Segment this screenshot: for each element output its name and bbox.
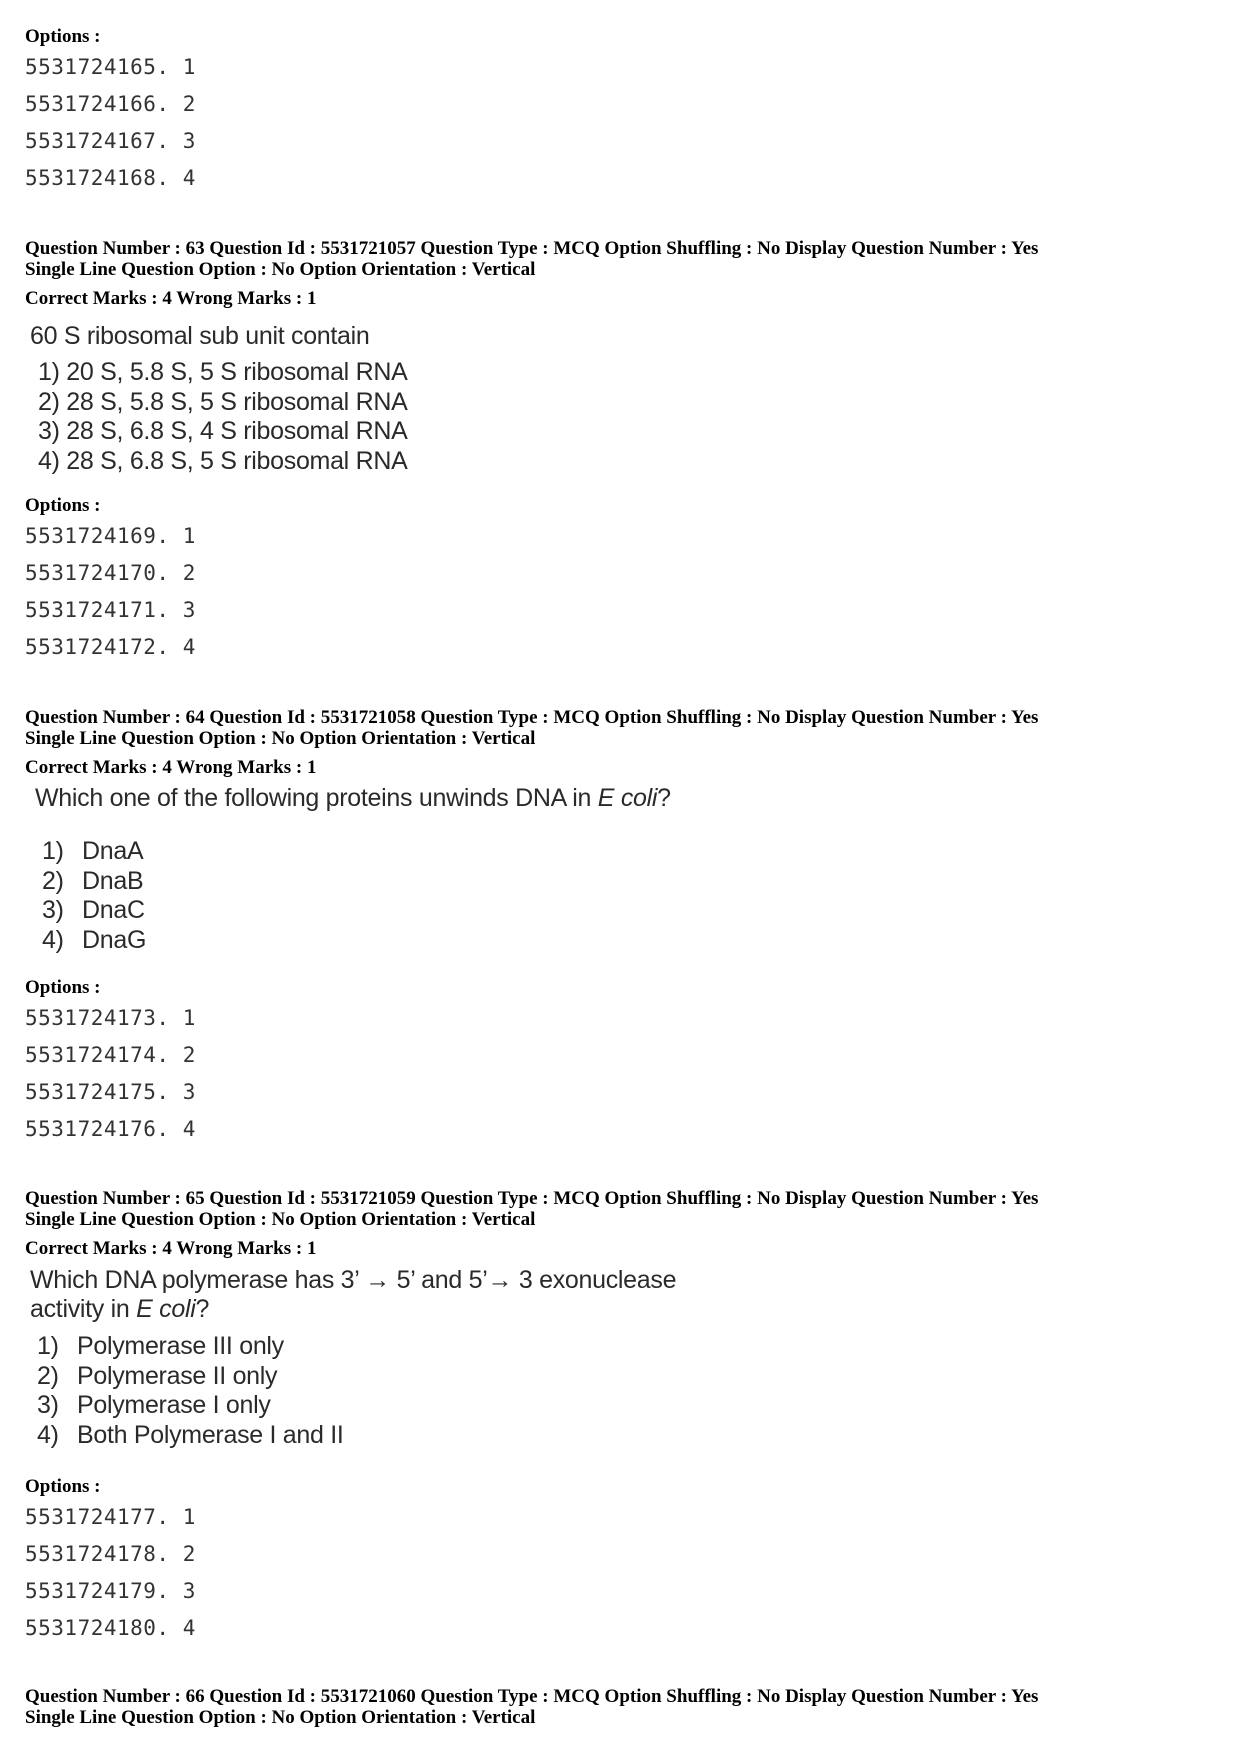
marks-line: Correct Marks : 4 Wrong Marks : 1	[25, 288, 317, 309]
option-line: 5531724167. 3	[25, 129, 196, 153]
choice-number: 3)	[38, 417, 60, 445]
question-64-body	[35, 784, 671, 955]
choice-number: 3)	[37, 1391, 59, 1419]
choice-text: 20 S, 5.8 S, 5 S ribosomal RNA	[66, 358, 408, 386]
question-65-body	[30, 1266, 676, 1450]
stem-text: ?	[195, 1295, 210, 1323]
option-line: 5531724171. 3	[25, 598, 196, 622]
option-line: 5531724175. 3	[25, 1080, 196, 1104]
answer-choice	[38, 417, 407, 447]
question-meta-line: Single Line Question Option : No Option Orientation : Vertical	[25, 1707, 536, 1728]
question-63-body	[30, 322, 407, 476]
option-line: 5531724169. 1	[25, 524, 196, 548]
choice-number: 4)	[42, 925, 64, 954]
question-66-header	[25, 1686, 1038, 1728]
question-meta-line: Question Number : 66 Question Id : 5531721060 Question Type : MCQ Option Shuffling : No Display Question Number : Yes	[25, 1686, 1039, 1707]
choice-text: Polymerase II only	[77, 1361, 278, 1390]
option-line: 5531724170. 2	[25, 561, 196, 585]
answer-choice	[42, 837, 671, 867]
choice-number: 1)	[38, 358, 60, 386]
option-line: 5531724179. 3	[25, 1579, 196, 1603]
option-line: 5531724172. 4	[25, 635, 196, 659]
question-stem: 60 S ribosomal sub unit contain	[30, 322, 370, 350]
question-stem	[35, 784, 671, 813]
choice-number: 2)	[37, 1361, 59, 1390]
options-heading: Options :	[25, 1476, 101, 1497]
choice-text: 28 S, 6.8 S, 4 S ribosomal RNA	[66, 417, 408, 445]
question-stem: Which DNA polymerase has 3’ → 5’ and 5’→ 3 exonuclease	[30, 1266, 677, 1294]
question-meta-line: Question Number : 63 Question Id : 5531721057 Question Type : MCQ Option Shuffling : No Display Question Number : Yes	[25, 238, 1039, 259]
question-64-header	[25, 707, 1038, 778]
question-meta-line: Single Line Question Option : No Option Orientation : Vertical	[25, 259, 536, 280]
options-heading: Options :	[25, 495, 101, 516]
question-63-header	[25, 238, 1038, 309]
options-heading: Options :	[25, 977, 101, 998]
answer-choice	[38, 388, 407, 418]
option-line: 5531724180. 4	[25, 1616, 196, 1640]
stem-text: ?	[657, 784, 671, 812]
option-line: 5531724168. 4	[25, 166, 196, 190]
question-64-options	[25, 977, 196, 1148]
option-line: 5531724173. 1	[25, 1006, 196, 1030]
question-meta-line: Question Number : 65 Question Id : 5531721059 Question Type : MCQ Option Shuffling : No Display Question Number : Yes	[25, 1188, 1039, 1209]
answer-choice	[38, 447, 407, 477]
top-options-section	[25, 26, 196, 197]
question-meta-line: Single Line Question Option : No Option Orientation : Vertical	[25, 728, 536, 749]
answer-choice	[38, 358, 407, 388]
choice-text: 28 S, 5.8 S, 5 S ribosomal RNA	[66, 387, 408, 416]
question-63-options	[25, 495, 196, 666]
choice-text: DnaA	[82, 837, 144, 865]
choice-text: 28 S, 6.8 S, 5 S ribosomal RNA	[66, 446, 408, 475]
question-65-header	[25, 1188, 1038, 1259]
answer-choice	[37, 1421, 676, 1451]
choice-number: 2)	[42, 866, 64, 895]
options-heading: Options :	[25, 26, 101, 47]
answer-choice	[42, 867, 671, 897]
choice-text: Polymerase I only	[77, 1391, 271, 1419]
choice-text: DnaG	[82, 925, 147, 954]
option-line: 5531724178. 2	[25, 1542, 196, 1566]
option-line: 5531724176. 4	[25, 1117, 196, 1141]
stem-text: Which one of the following proteins unwinds DNA in	[35, 784, 598, 812]
answer-choice	[37, 1391, 676, 1421]
choice-number: 2)	[38, 387, 60, 416]
marks-line: Correct Marks : 4 Wrong Marks : 1	[25, 757, 317, 778]
stem-italic: E coli	[597, 784, 658, 812]
marks-line: Correct Marks : 4 Wrong Marks : 1	[25, 1238, 317, 1259]
choice-number: 1)	[42, 837, 64, 865]
option-line: 5531724174. 2	[25, 1043, 196, 1067]
choice-number: 1)	[37, 1332, 59, 1360]
answer-choice	[37, 1332, 676, 1362]
answer-choice	[42, 896, 671, 926]
option-line: 5531724177. 1	[25, 1505, 196, 1529]
choice-text: Both Polymerase I and II	[77, 1420, 344, 1449]
option-line: 5531724165. 1	[25, 55, 196, 79]
choice-number: 4)	[38, 446, 60, 475]
choice-text: DnaC	[82, 896, 145, 924]
answer-choice	[37, 1362, 676, 1392]
choice-number: 3)	[42, 896, 64, 924]
stem-text: activity in	[30, 1295, 137, 1323]
question-65-options	[25, 1476, 196, 1647]
question-meta-line: Question Number : 64 Question Id : 5531721058 Question Type : MCQ Option Shuffling : No Display Question Number : Yes	[25, 707, 1039, 728]
answer-choice	[42, 926, 671, 956]
option-line: 5531724166. 2	[25, 92, 196, 116]
question-meta-line: Single Line Question Option : No Option Orientation : Vertical	[25, 1209, 536, 1230]
choice-text: Polymerase III only	[77, 1332, 284, 1360]
stem-italic: E coli	[136, 1295, 196, 1323]
choice-text: DnaB	[82, 866, 144, 895]
choice-number: 4)	[37, 1420, 59, 1449]
question-stem	[30, 1295, 676, 1324]
